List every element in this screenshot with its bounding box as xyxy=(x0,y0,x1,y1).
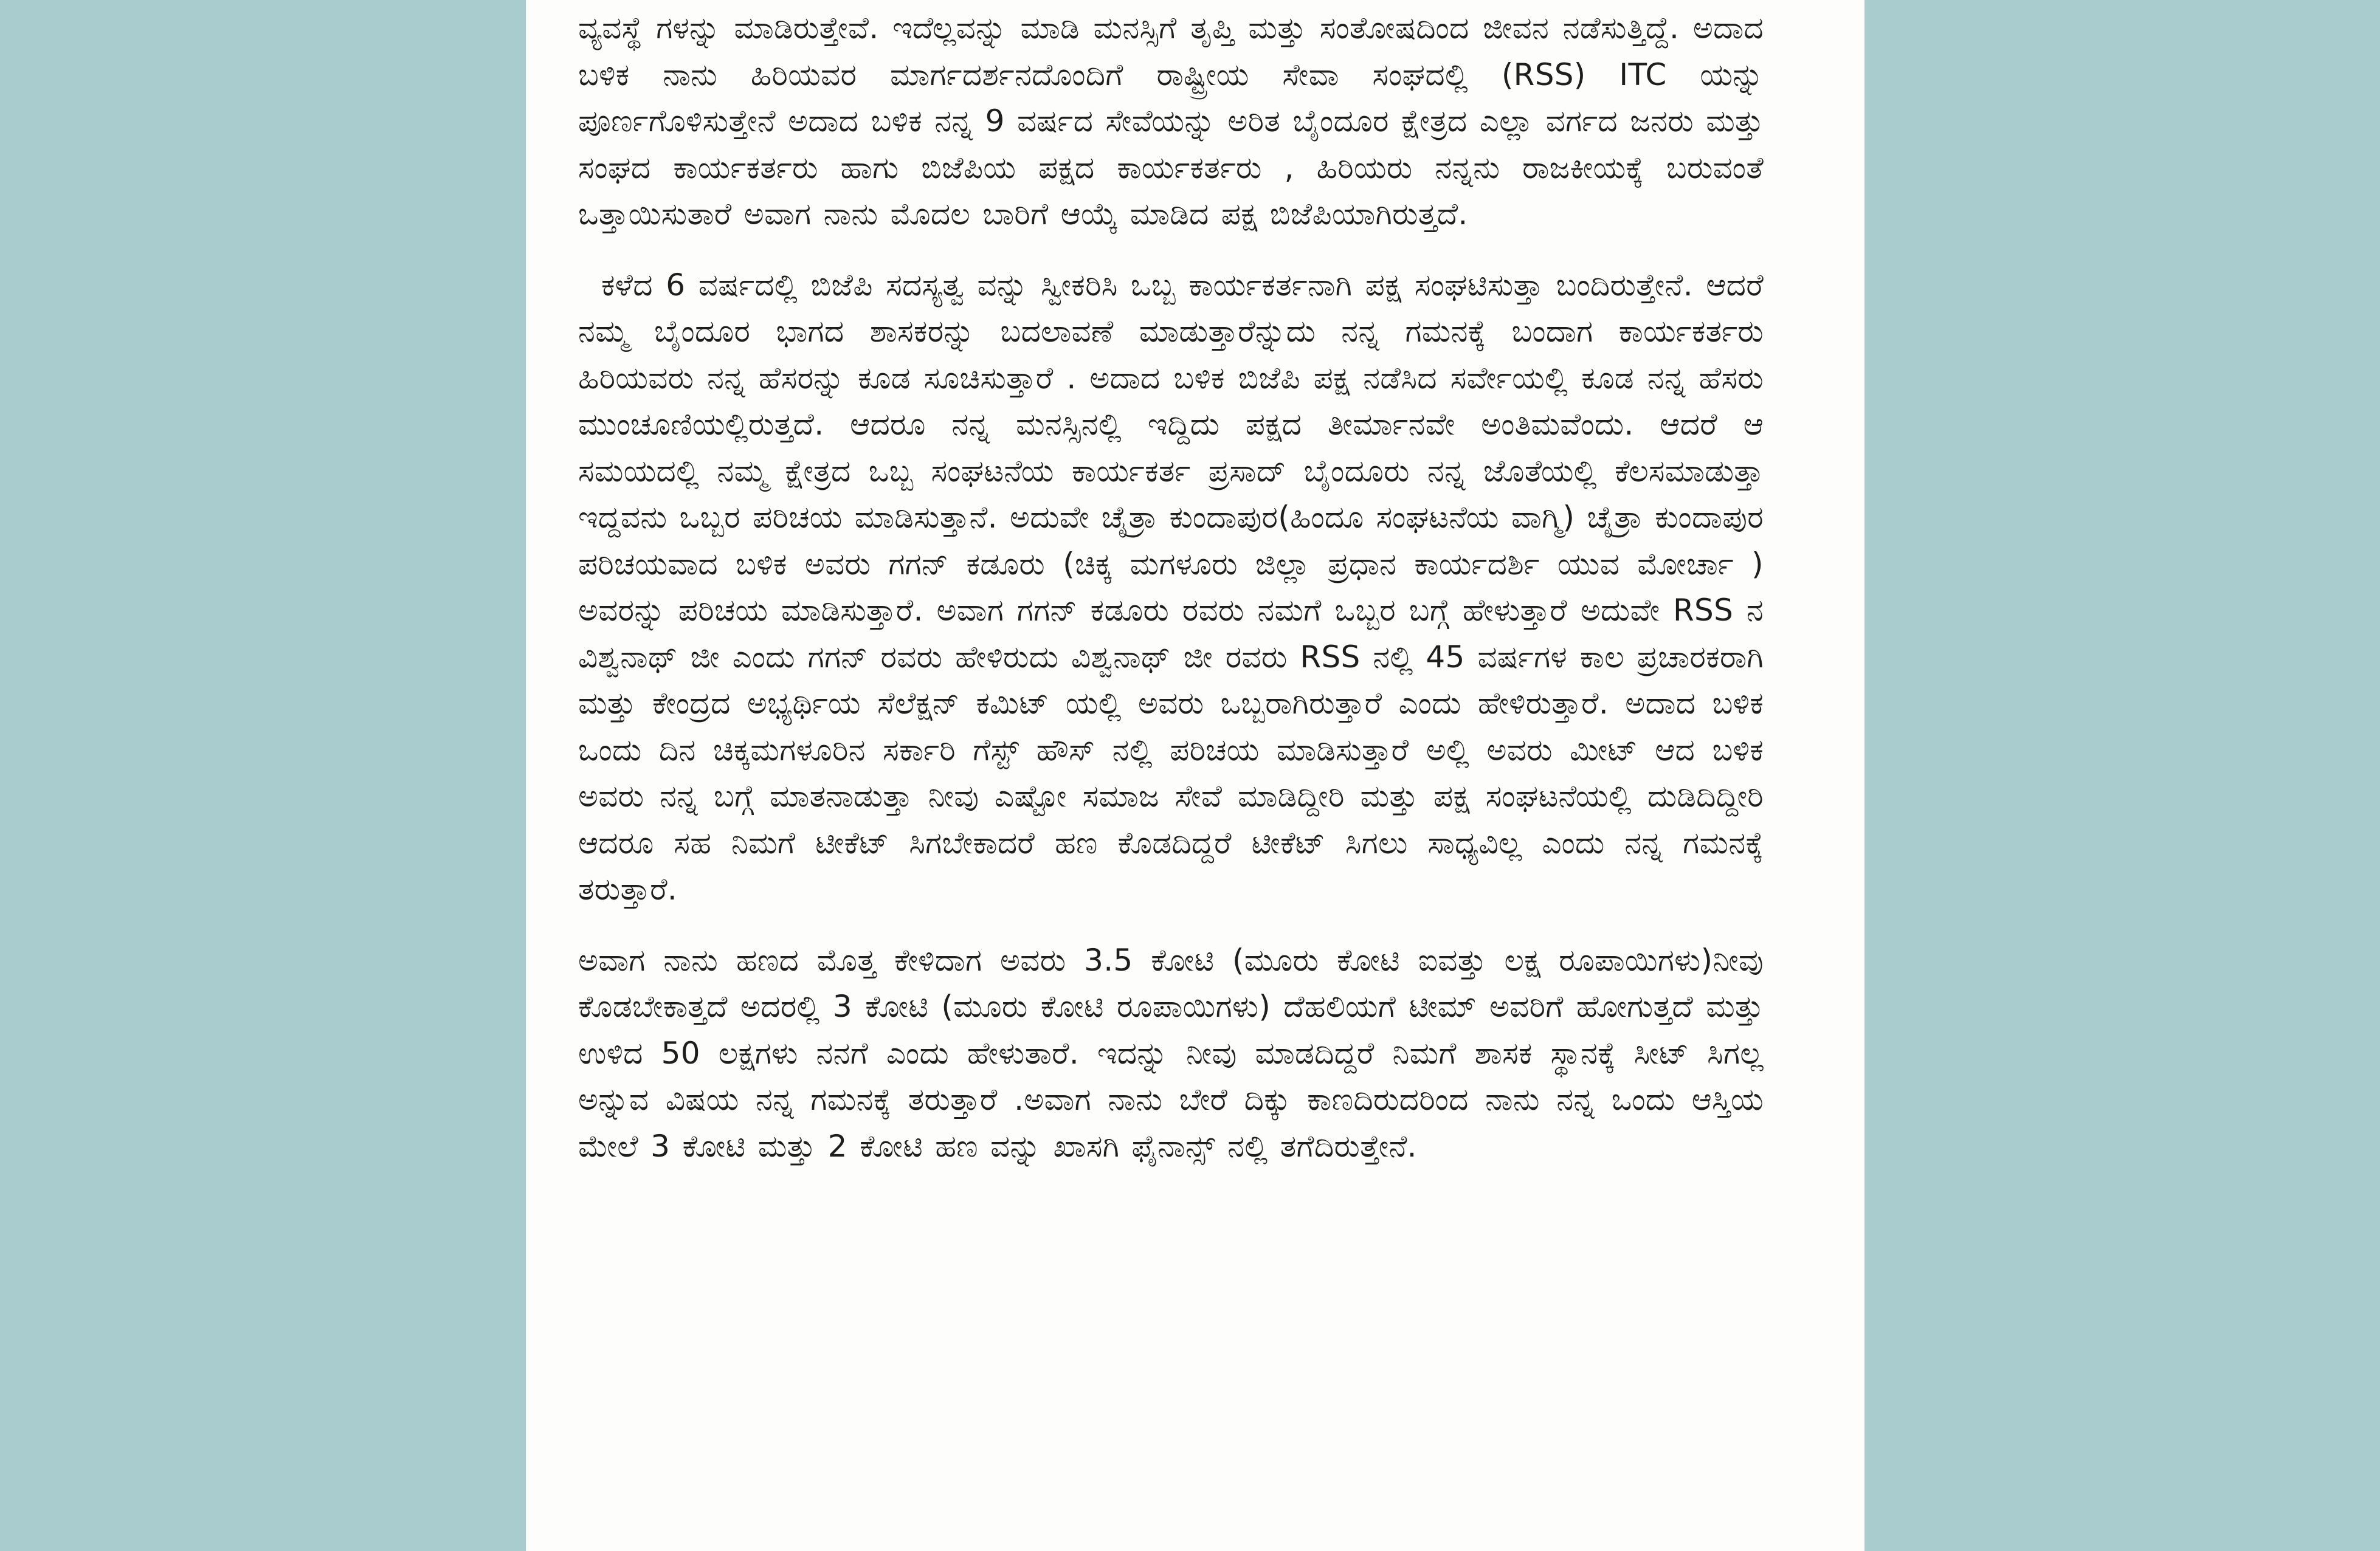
paragraph-1: ವ್ಯವಸ್ಥೆ ಗಳನ್ನು ಮಾಡಿರುತ್ತೇವೆ. ಇದೆಲ್ಲವನ್ನು ಮಾಡಿ ಮನಸ್ಸಿಗೆ ತೃಪ್ತಿ ಮತ್ತು ಸಂತೋಷದಿಂದ ಜೀವನ ನಡೆಸುತ್ತಿದ್ದೆ. ಅದಾದ ಬಳಿಕ ನಾನು ಹಿರಿಯವರ ಮಾರ್ಗದರ್ಶನದೊಂದಿಗೆ ರಾಷ್ಟ್ರೀಯ ಸೇವಾ ಸಂಘದಲ್ಲಿ (RSS) ITC ಯನ್ನು ಪೂರ್ಣಗೊಳಿಸುತ್ತೇನೆ ಅದಾದ ಬಳಿಕ ನನ್ನ 9 ವರ್ಷದ ಸೇವೆಯನ್ನು ಅರಿತ ಬೈಂದೂರ ಕ್ಷೇತ್ರದ ಎಲ್ಲಾ ವರ್ಗದ ಜನರು ಮತ್ತು ಸಂಘದ ಕಾರ್ಯಕರ್ತರು ಹಾಗು ಬಿಜೆಪಿಯ ಪಕ್ಷದ ಕಾರ್ಯಕರ್ತರು , ಹಿರಿಯರು ನನ್ನನು ರಾಜಕೀಯಕ್ಕೆ ಬರುವಂತೆ ಒತ್ತಾಯಿಸುತಾರೆ ಅವಾಗ ನಾನು ಮೊದಲ ಬಾರಿಗೆ ಆಯ್ಕೆ ಮಾಡಿದ ಪಕ್ಷ ಬಿಜೆಪಿಯಾಗಿರುತ್ತದೆ. xyxy=(578,10,1764,232)
paragraph-3: ಅವಾಗ ನಾನು ಹಣದ ಮೊತ್ತ ಕೇಳಿದಾಗ ಅವರು 3.5 ಕೋಟಿ (ಮೂರು ಕೋಟಿ ಐವತ್ತು ಲಕ್ಷ ರೂಪಾಯಿಗಳು)ನೀವು ಕೊಡಬೇಕಾತ್ತದೆ ಅದರಲ್ಲಿ 3 ಕೋಟಿ (ಮೂರು ಕೋಟಿ ರೂಪಾಯಿಗಳು) ದೆಹಲಿಯಗೆ ಟೀಮ್ ಅವರಿಗೆ ಹೋಗುತ್ತದೆ ಮತ್ತು ಉಳಿದ 50 ಲಕ್ಷಗಳು ನನಗೆ ಎಂದು ಹೇಳುತಾರೆ. ಇದನ್ನು ನೀವು ಮಾಡದಿದ್ದರೆ ನಿಮಗೆ ಶಾಸಕ ಸ್ಥಾನಕ್ಕೆ ಸೀಟ್ ಸಿಗಲ್ಲ ಅನ್ನುವ ವಿಷಯ ನನ್ನ ಗಮನಕ್ಕೆ ತರುತ್ತಾರೆ .ಅವಾಗ ನಾನು ಬೇರೆ ದಿಕ್ಕು ಕಾಣದಿರುದರಿಂದ ನಾನು ನನ್ನ ಒಂದು ಆಸ್ತಿಯ ಮೇಲೆ 3 ಕೋಟಿ ಮತ್ತು 2 ಕೋಟಿ ಹಣ ವನ್ನು ಖಾಸಗಿ ಫೈನಾನ್ಸ್ ನಲ್ಲಿ ತಗೆದಿರುತ್ತೇನೆ. xyxy=(578,942,1764,1164)
document-body xyxy=(578,5,1764,1194)
document-page xyxy=(526,0,1864,1551)
paragraph-2: ಕಳೆದ 6 ವರ್ಷದಲ್ಲಿ ಬಿಜೆಪಿ ಸದಸ್ಯತ್ವ ವನ್ನು ಸ್ವೀಕರಿಸಿ ಒಬ್ಬ ಕಾರ್ಯಕರ್ತನಾಗಿ ಪಕ್ಷ ಸಂಘಟಿಸುತ್ತಾ ಬಂದಿರುತ್ತೇನೆ. ಆದರೆ ನಮ್ಮ ಬೈಂದೂರ ಭಾಗದ ಶಾಸಕರನ್ನು ಬದಲಾವಣೆ ಮಾಡುತ್ತಾರೆನ್ನುದು ನನ್ನ ಗಮನಕ್ಕೆ ಬಂದಾಗ ಕಾರ್ಯಕರ್ತರು ಹಿರಿಯವರು ನನ್ನ ಹೆಸರನ್ನು ಕೂಡ ಸೂಚಿಸುತ್ತಾರೆ . ಅದಾದ ಬಳಿಕ ಬಿಜೆಪಿ ಪಕ್ಷ ನಡೆಸಿದ ಸರ್ವೇಯಲ್ಲಿ ಕೂಡ ನನ್ನ ಹೆಸರು ಮುಂಚೂಣಿಯಲ್ಲಿರುತ್ತದೆ. ಆದರೂ ನನ್ನ ಮನಸ್ಸಿನಲ್ಲಿ ಇದ್ದಿದು ಪಕ್ಷದ ತೀರ್ಮಾನವೇ ಅಂತಿಮವೆಂದು. ಆದರೆ ಆ ಸಮಯದಲ್ಲಿ ನಮ್ಮ ಕ್ಷೇತ್ರದ ಒಬ್ಬ ಸಂಘಟನೆಯ ಕಾರ್ಯಕರ್ತ ಪ್ರಸಾದ್ ಬೈಂದೂರು ನನ್ನ ಜೊತೆಯಲ್ಲಿ ಕೆಲಸಮಾಡುತ್ತಾ ಇದ್ದವನು ಒಬ್ಬರ ಪರಿಚಯ ಮಾಡಿಸುತ್ತಾನೆ. ಅದುವೇ ಚೈತ್ರಾ ಕುಂದಾಪುರ(ಹಿಂದೂ ಸಂಘಟನೆಯ ವಾಗ್ಮಿ) ಚೈತ್ರಾ ಕುಂದಾಪುರ ಪರಿಚಯವಾದ ಬಳಿಕ ಅವರು ಗಗನ್ ಕಡೂರು (ಚಿಕ್ಕ ಮಗಳೂರು ಜಿಲ್ಲಾ ಪ್ರಧಾನ ಕಾರ್ಯದರ್ಶಿ ಯುವ ಮೋರ್ಚಾ ) ಅವರನ್ನು ಪರಿಚಯ ಮಾಡಿಸುತ್ತಾರೆ. ಅವಾಗ ಗಗನ್ ಕಡೂರು ರವರು ನಮಗೆ ಒಬ್ಬರ ಬಗ್ಗೆ ಹೇಳುತ್ತಾರೆ ಅದುವೇ RSS ನ ವಿಶ್ವನಾಥ್ ಜೀ ಎಂದು ಗಗನ್ ರವರು ಹೇಳಿರುದು ವಿಶ್ವನಾಥ್ ಜೀ ರವರು RSS ನಲ್ಲಿ 45 ವರ್ಷಗಳ ಕಾಲ ಪ್ರಚಾರಕರಾಗಿ ಮತ್ತು ಕೇಂದ್ರದ ಅಭ್ಯರ್ಥಿಯ ಸೆಲೆಕ್ಷನ್ ಕಮಿಟ್ ಯಲ್ಲಿ ಅವರು ಒಬ್ಬರಾಗಿರುತ್ತಾರೆ ಎಂದು ಹೇಳಿರುತ್ತಾರೆ. ಅದಾದ ಬಳಿಕ ಒಂದು ದಿನ ಚಿಕ್ಕಮಗಳೂರಿನ ಸರ್ಕಾರಿ ಗೆಸ್ಟ್ ಹೌಸ್ ನಲ್ಲಿ ಪರಿಚಯ ಮಾಡಿಸುತ್ತಾರೆ ಅಲ್ಲಿ ಅವರು ಮೀಟ್ ಆದ ಬಳಿಕ ಅವರು ನನ್ನ ಬಗ್ಗೆ ಮಾತನಾಡುತ್ತಾ ನೀವು ಎಷ್ಟೋ ಸಮಾಜ ಸೇವೆ ಮಾಡಿದ್ದೀರಿ ಮತ್ತು ಪಕ್ಷ ಸಂಘಟನೆಯಲ್ಲಿ ದುಡಿದಿದ್ದೀರಿ ಆದರೂ ಸಹ ನಿಮಗೆ ಟೀಕೆಟ್ ಸಿಗಬೇಕಾದರೆ ಹಣ ಕೊಡದಿದ್ದರೆ ಟೀಕೆಟ್ ಸಿಗಲು ಸಾಧ್ಯವಿಲ್ಲ ಎಂದು ನನ್ನ ಗಮನಕ್ಕೆ ತರುತ್ತಾರೆ. xyxy=(578,267,1764,907)
